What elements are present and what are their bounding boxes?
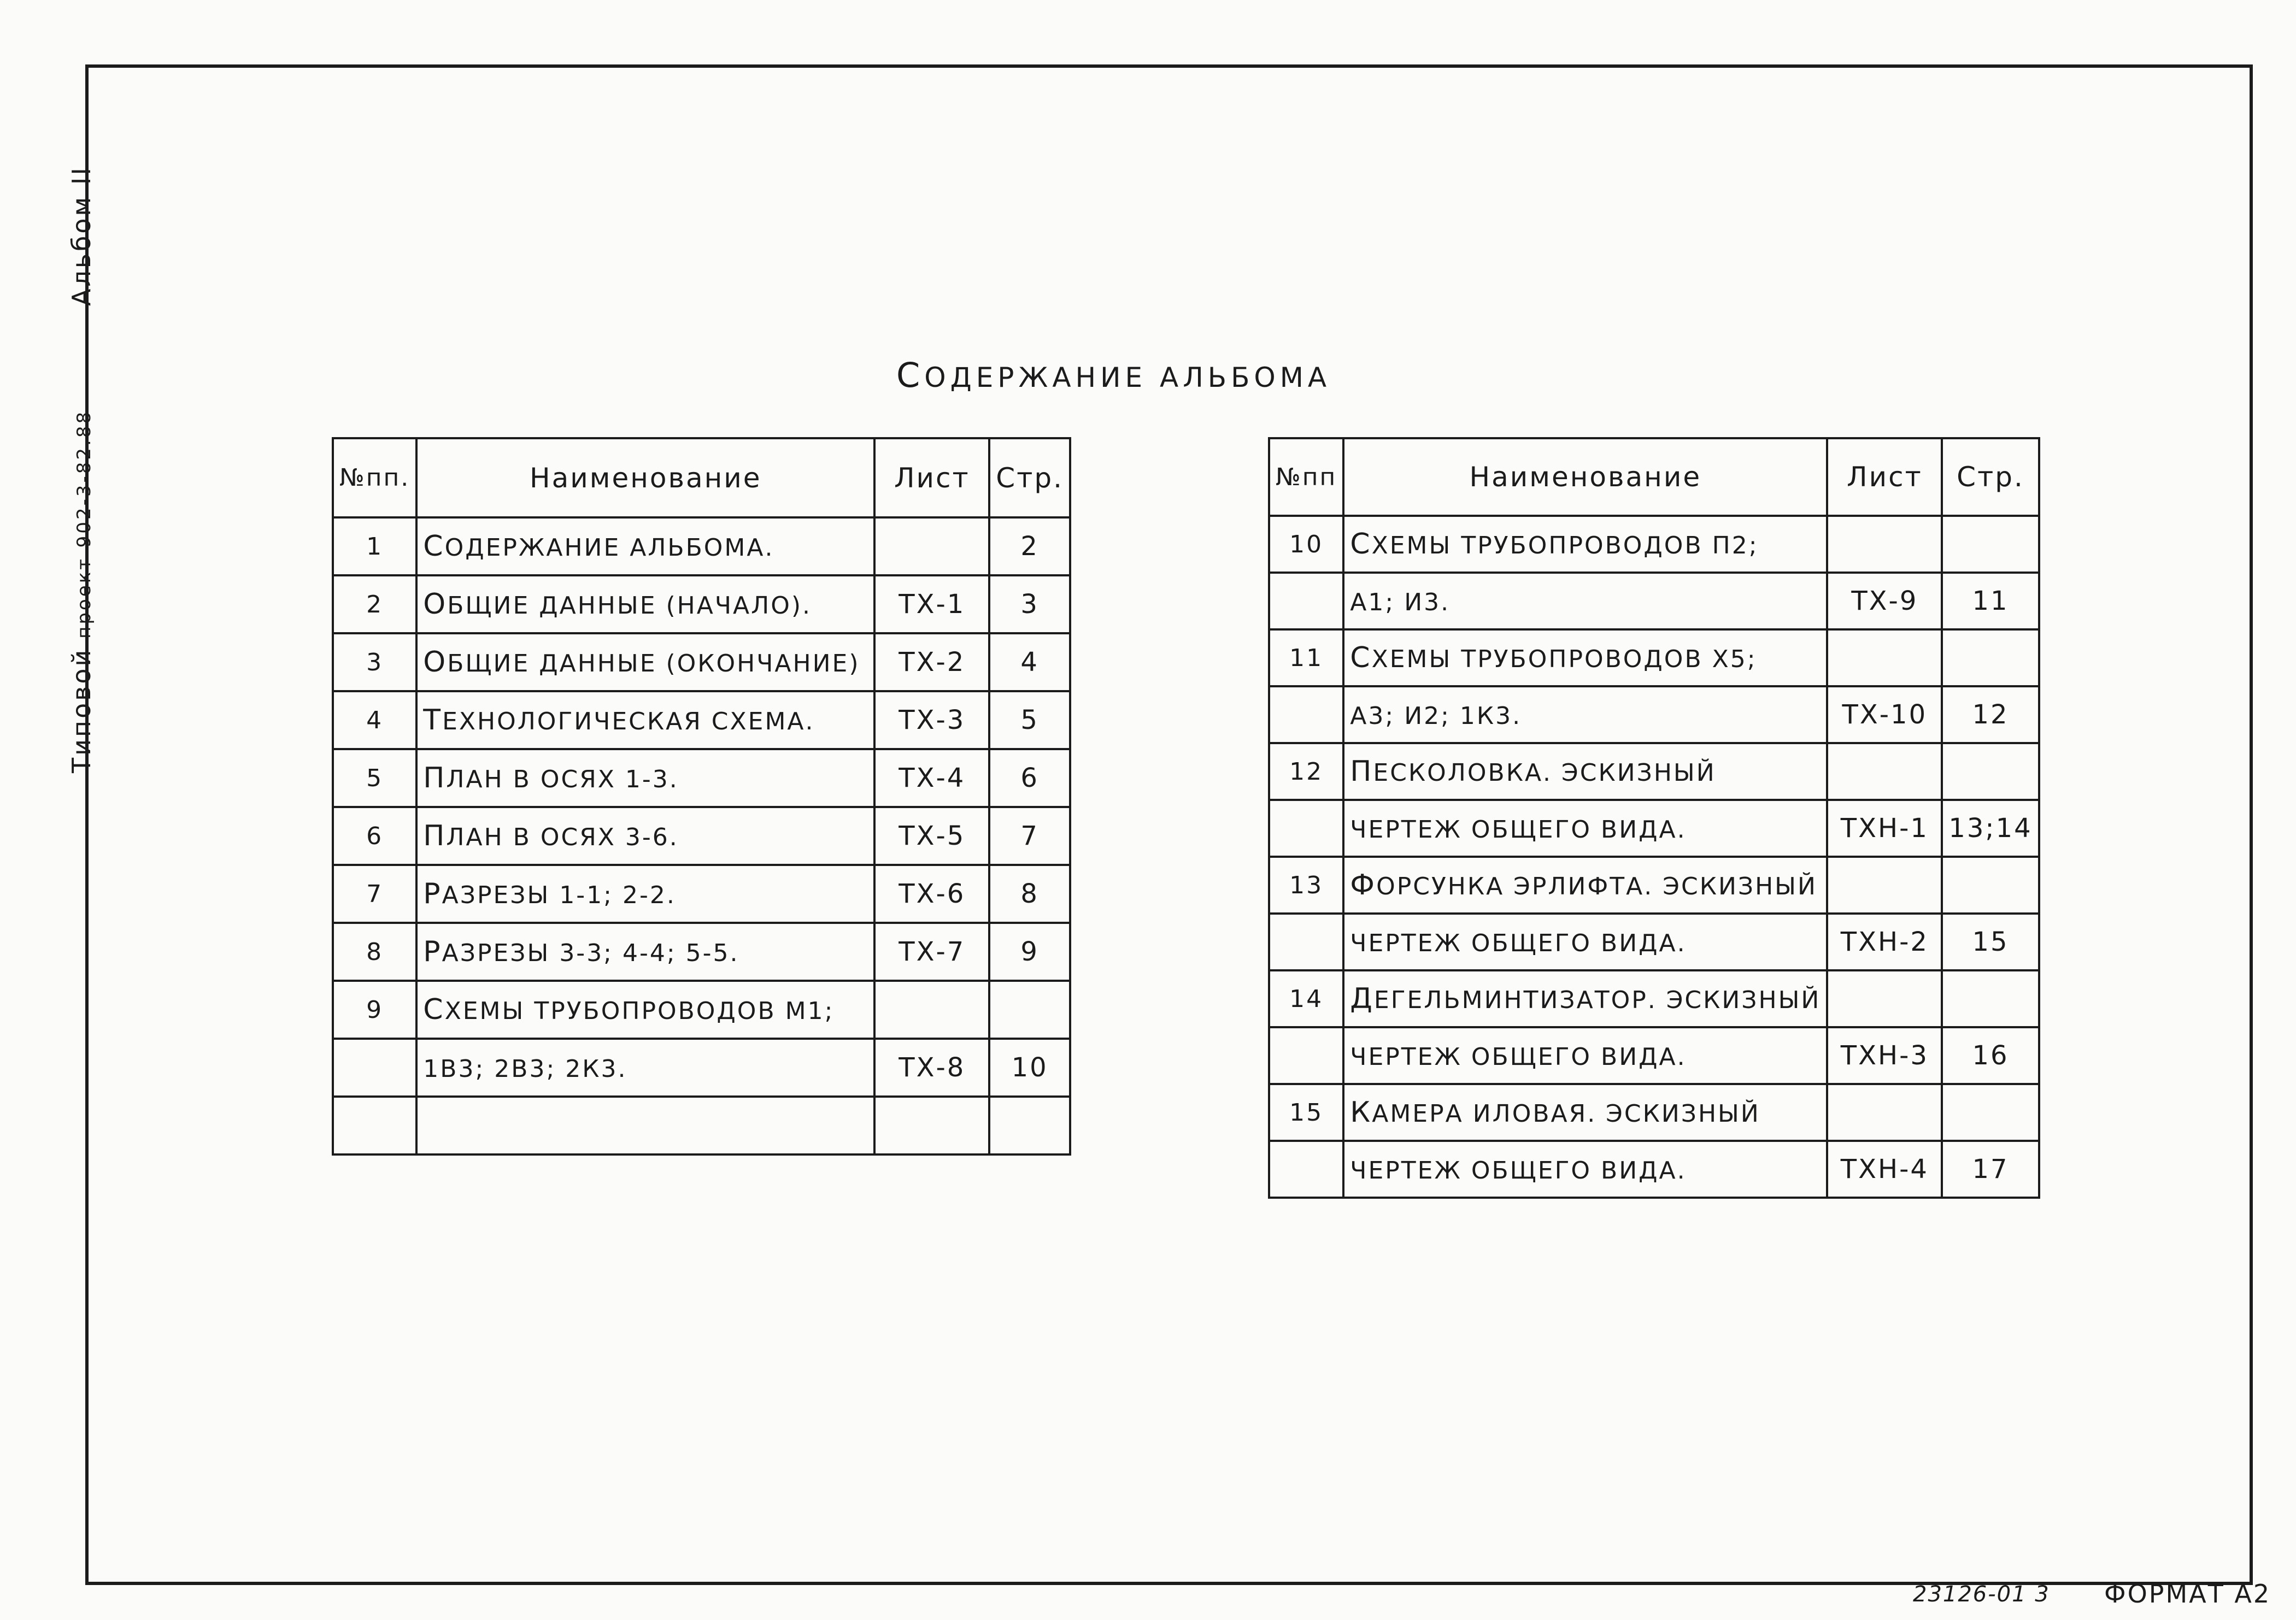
row-title-text: ЧЕРТЕЖ ОБЩЕГО ВИДА.: [1350, 1157, 1687, 1185]
project-label: [67, 410, 96, 773]
row-number: 7: [333, 865, 416, 923]
row-number: 8: [333, 923, 416, 981]
row-page: 16: [1942, 1027, 2039, 1084]
row-page: 11: [1942, 573, 2039, 629]
header-num: №пп: [1269, 438, 1343, 516]
project-name: Типовой: [67, 647, 96, 773]
table-row: [333, 981, 1070, 1039]
row-sheet: ТХН-2: [1827, 914, 1942, 970]
row-title: [416, 575, 874, 633]
row-sheet: ТХ-6: [874, 865, 989, 923]
header-num: №пп.: [333, 438, 416, 517]
table-row: [1269, 914, 2039, 970]
row-number: [1269, 914, 1343, 970]
row-page: 17: [1942, 1141, 2039, 1198]
row-title-initial: П: [423, 820, 447, 852]
row-title: [416, 981, 874, 1039]
row-sheet: ТХ-5: [874, 807, 989, 865]
row-title: [1343, 970, 1827, 1027]
row-title-text: ХЕМЫ ТРУБОПРОВОДОВ Х5;: [1371, 645, 1757, 673]
row-page: [1942, 516, 2039, 573]
row-title: [416, 633, 874, 691]
row-title-text: ОРСУНКА ЭРЛИФТА. ЭСКИЗНЫЙ: [1376, 873, 1817, 900]
row-page: [1942, 629, 2039, 686]
row-title-initial: Р: [423, 877, 442, 910]
header-page: Стр.: [989, 438, 1070, 517]
header-page: Стр.: [1942, 438, 2039, 516]
table-row: [333, 517, 1070, 575]
row-title-text: ЕХНОЛОГИЧЕСКАЯ СХЕМА.: [442, 708, 815, 735]
table-row: [1269, 743, 2039, 800]
table-row: [1269, 516, 2039, 573]
row-sheet: ТХ-4: [874, 749, 989, 807]
row-title-text: 1В3; 2В3; 2К3.: [423, 1055, 627, 1083]
row-title-initial: С: [423, 993, 445, 1026]
row-sheet: ТХН-3: [1827, 1027, 1942, 1084]
row-sheet: ТХ-2: [874, 633, 989, 691]
row-sheet: ТХ-10: [1827, 686, 1942, 743]
header-sheet: Лист: [874, 438, 989, 517]
table-row: [333, 865, 1070, 923]
row-sheet: [1827, 743, 1942, 800]
row-title-text: ЧЕРТЕЖ ОБЩЕГО ВИДА.: [1350, 929, 1687, 957]
table-row: [333, 691, 1070, 749]
row-title: [1343, 1141, 1827, 1198]
row-number: [333, 1097, 416, 1154]
row-title-initial: С: [423, 530, 445, 563]
row-title-text: АЗРЕЗЫ 1-1; 2-2.: [442, 881, 676, 909]
row-number: 6: [333, 807, 416, 865]
row-sheet: [1827, 516, 1942, 573]
header-name: Наименование: [416, 438, 874, 517]
row-title-initial: С: [1350, 528, 1372, 561]
row-title-initial: Р: [423, 935, 442, 968]
row-title: [1343, 686, 1827, 743]
row-title-text: АМЕРА ИЛОВАЯ. ЭСКИЗНЫЙ: [1372, 1100, 1760, 1128]
row-number: 1: [333, 517, 416, 575]
row-sheet: ТХ-7: [874, 923, 989, 981]
row-title: [1343, 800, 1827, 857]
row-title: [416, 1039, 874, 1097]
row-number: 13: [1269, 857, 1343, 914]
table-row: [333, 1097, 1070, 1154]
row-number: 9: [333, 981, 416, 1039]
table-row: [1269, 1084, 2039, 1141]
row-page: 6: [989, 749, 1070, 807]
row-page: 5: [989, 691, 1070, 749]
row-title-initial: Т: [423, 704, 443, 737]
row-sheet: ТХ-1: [874, 575, 989, 633]
row-title: [1343, 629, 1827, 686]
row-number: [333, 1039, 416, 1097]
row-title: [416, 691, 874, 749]
project-number: 902-3-82.88: [73, 409, 95, 548]
page-title: СОДЕРЖАНИЕ АЛЬБОМА: [896, 355, 1331, 395]
row-title: [416, 807, 874, 865]
row-sheet: ТХ-9: [1827, 573, 1942, 629]
table-row: [333, 633, 1070, 691]
row-number: 3: [333, 633, 416, 691]
row-number: [1269, 1141, 1343, 1198]
header-name: Наименование: [1343, 438, 1827, 516]
row-page: 7: [989, 807, 1070, 865]
row-title-text: А3; И2; 1К3.: [1350, 702, 1522, 730]
contents-table-left: [332, 437, 1071, 1156]
row-page: 10: [989, 1039, 1070, 1097]
sheet-format: ФОРМАТ А2: [2104, 1579, 2271, 1609]
row-title-text: БЩИЕ ДАННЫЕ (ОКОНЧАНИЕ): [447, 650, 860, 678]
row-title-text: ЕСКОЛОВКА. ЭСКИЗНЫЙ: [1373, 759, 1716, 787]
row-sheet: [1827, 1084, 1942, 1141]
row-title-initial: О: [423, 646, 448, 679]
project-word: проект: [73, 557, 95, 639]
table-row: [1269, 686, 2039, 743]
row-number: 11: [1269, 629, 1343, 686]
row-title: [1343, 1027, 1827, 1084]
row-title: [1343, 516, 1827, 573]
row-page: [1942, 1084, 2039, 1141]
row-title-text: ХЕМЫ ТРУБОПРОВОДОВ М1;: [444, 997, 835, 1025]
row-page: 15: [1942, 914, 2039, 970]
row-sheet: [874, 981, 989, 1039]
row-sheet: [874, 517, 989, 575]
row-page: 9: [989, 923, 1070, 981]
table-row: [1269, 629, 2039, 686]
row-number: 12: [1269, 743, 1343, 800]
row-number: 14: [1269, 970, 1343, 1027]
table-row: [333, 749, 1070, 807]
table-row: [1269, 1027, 2039, 1084]
row-title-text: ЕГЕЛЬМИНТИЗАТОР. ЭСКИЗНЫЙ: [1373, 986, 1821, 1014]
row-title: [416, 749, 874, 807]
row-number: [1269, 800, 1343, 857]
row-title: [1343, 914, 1827, 970]
table-row: [1269, 573, 2039, 629]
row-page: 2: [989, 517, 1070, 575]
row-sheet: [874, 1097, 989, 1154]
row-sheet: [1827, 629, 1942, 686]
row-title: [1343, 1084, 1827, 1141]
row-title: [416, 1097, 874, 1154]
row-page: 3: [989, 575, 1070, 633]
table-row: [1269, 800, 2039, 857]
table-header-row: [1269, 438, 2039, 516]
row-sheet: ТХ-3: [874, 691, 989, 749]
row-number: 15: [1269, 1084, 1343, 1141]
row-page: 13;14: [1942, 800, 2039, 857]
table-row: [1269, 857, 2039, 914]
row-title: [1343, 573, 1827, 629]
archive-code: 23126-01 3: [1913, 1582, 2050, 1607]
row-sheet: ТХН-1: [1827, 800, 1942, 857]
row-sheet: [1827, 970, 1942, 1027]
row-sheet: ТХ-8: [874, 1039, 989, 1097]
row-page: [1942, 743, 2039, 800]
row-sheet: [1827, 857, 1942, 914]
row-number: [1269, 1027, 1343, 1084]
table-row: [333, 807, 1070, 865]
row-number: 2: [333, 575, 416, 633]
row-title: [1343, 857, 1827, 914]
row-title-initial: С: [1350, 641, 1372, 674]
row-title: [1343, 743, 1827, 800]
row-number: 10: [1269, 516, 1343, 573]
table-row: [333, 1039, 1070, 1097]
row-title-initial: Ф: [1350, 869, 1377, 902]
row-page: 8: [989, 865, 1070, 923]
table-row: [333, 575, 1070, 633]
table-row: [1269, 970, 2039, 1027]
table-row: [1269, 1141, 2039, 1198]
table-row: [333, 923, 1070, 981]
table-header-row: [333, 438, 1070, 517]
row-title-text: ЧЕРТЕЖ ОБЩЕГО ВИДА.: [1350, 1043, 1687, 1071]
row-number: 4: [333, 691, 416, 749]
row-title-text: А1; И3.: [1350, 588, 1451, 616]
row-page: [989, 1097, 1070, 1154]
row-number: [1269, 573, 1343, 629]
row-title-text: БЩИЕ ДАННЫЕ (НАЧАЛО).: [447, 592, 812, 620]
row-number: 5: [333, 749, 416, 807]
row-title-initial: П: [1350, 755, 1373, 788]
row-title-text: ЛАН В ОСЯХ 3-6.: [446, 823, 679, 851]
row-title: [416, 517, 874, 575]
row-title-text: ЛАН В ОСЯХ 1-3.: [446, 765, 679, 793]
row-sheet: ТХН-4: [1827, 1141, 1942, 1198]
row-title-text: ОДЕРЖАНИЕ АЛЬБОМА.: [444, 534, 774, 562]
row-title-initial: П: [423, 762, 447, 794]
album-label: Альбом II: [67, 166, 96, 306]
row-title: [416, 865, 874, 923]
row-page: [1942, 857, 2039, 914]
row-title-text: ЧЕРТЕЖ ОБЩЕГО ВИДА.: [1350, 816, 1687, 844]
contents-table-right: [1268, 437, 2040, 1199]
row-title-initial: О: [423, 588, 448, 621]
row-page: [1942, 970, 2039, 1027]
row-title-text: АЗРЕЗЫ 3-3; 4-4; 5-5.: [442, 939, 739, 967]
row-page: 12: [1942, 686, 2039, 743]
row-page: 4: [989, 633, 1070, 691]
row-page: [989, 981, 1070, 1039]
row-title: [416, 923, 874, 981]
row-number: [1269, 686, 1343, 743]
row-title-initial: Д: [1350, 982, 1374, 1015]
header-sheet: Лист: [1827, 438, 1942, 516]
row-title-initial: К: [1350, 1096, 1372, 1129]
row-title-text: ХЕМЫ ТРУБОПРОВОДОВ П2;: [1371, 532, 1759, 559]
